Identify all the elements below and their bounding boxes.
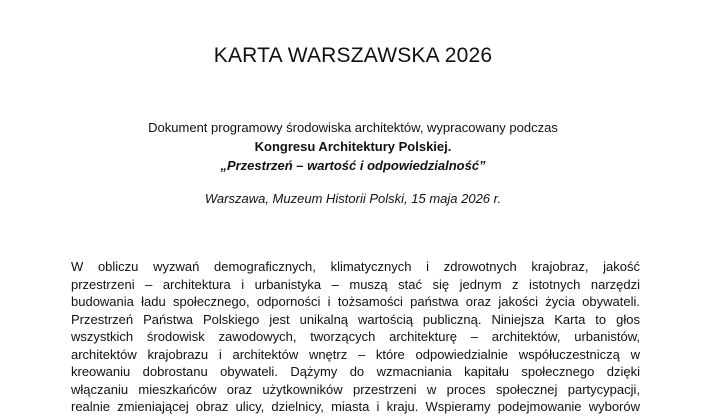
congress-motto: „Przestrzeń – wartość i odpowiedzialność” <box>220 158 486 173</box>
intro-line: Dokument programowy środowiska architektów, wypracowany podczas <box>148 120 558 135</box>
paragraph-line: włączaniu mieszkańców oraz użytkowników przestrzeni w proces społecznej partycypacji, <box>71 381 640 397</box>
paragraph-line: przestrzeni – architektura i urbanistyka – muszą stać się jednym z istotnych narzędzi <box>71 276 640 292</box>
paragraph-line: architektów krajobrazu i architektów wnętrz – które odpowiedzialnie współuczestniczą w <box>71 346 640 362</box>
paragraph-line: wszystkich środowisk zawodowych, tworzących architekturę – architektów, urbanistów, <box>71 329 640 344</box>
paragraph-line: W obliczu wyzwań demograficznych, klimatycznych i zdrowotnych krajobraz, jakość <box>71 259 640 274</box>
document-intro <box>0 118 706 175</box>
place-and-date: Warszawa, Muzeum Historii Polski, 15 maja 2026 r. <box>204 191 502 206</box>
paragraph-line: budowania ładu społecznego, odporności i tożsamości państwa oraz jakości życia obywateli. <box>71 294 640 309</box>
paragraph-line: realnie zmieniającej obraz ulicy, dzielnicy, miasta i kraju. Wspieramy podejmowanie wyborów <box>71 399 640 414</box>
congress-name: Kongresu Architektury Polskiej. <box>254 139 452 154</box>
paragraph-line: Przestrzeń Państwa Polskiego jest unikalną wartością publiczną. Niniejsza Karta to głos <box>71 311 640 327</box>
document-title: KARTA WARSZAWSKA 2026 <box>213 44 493 67</box>
body-paragraph <box>71 258 640 416</box>
paragraph-line: kreowaniu dobrostanu obywateli. Dążymy do wzmacniania kapitału społecznego dzięki <box>71 364 640 379</box>
